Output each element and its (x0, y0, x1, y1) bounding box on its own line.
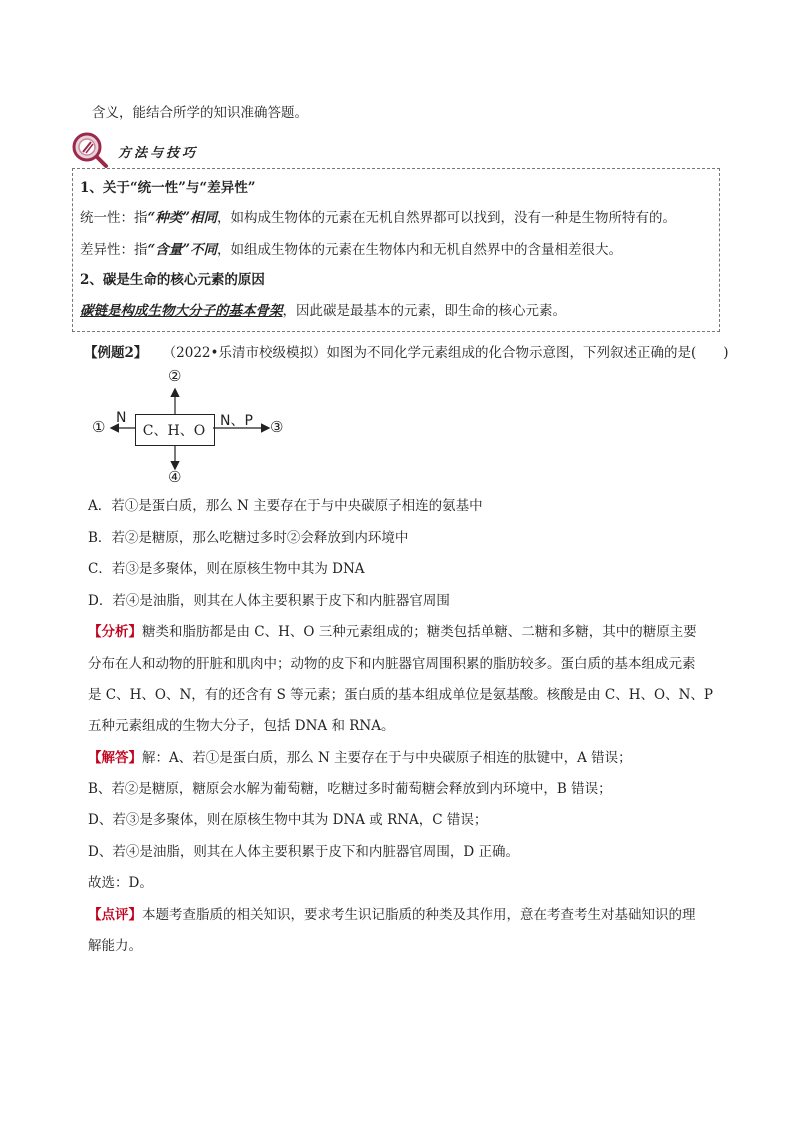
answer-tag: 【解答】 (88, 750, 142, 766)
option-a: A．若①是蛋白质，那么 N 主要存在于与中央碳原子相连的氨基中 (88, 498, 483, 514)
analysis-text-1: 糖类和脂肪都是由 C、H、O 三种元素组成的；糖类包括单糖、二糖和多糖，其中的糖原主要 (142, 624, 697, 640)
diagram-node-4: ④ (168, 468, 182, 486)
point1-title: 1、关于“统一性”与“差异性” (80, 180, 256, 196)
diagram-node-1: ① (92, 418, 106, 436)
comment-text-1: 本题考查脂质的相关知识，要求考生识记脂质的种类及其作用，意在考查考生对基础知识的理 (142, 907, 696, 923)
difference-emphasis: “含量”不同 (147, 242, 218, 258)
comment-tag: 【点评】 (88, 907, 142, 923)
unity-suffix: ，如构成生物体的元素在无机自然界都可以找到，没有一种是生物所特有的。 (217, 210, 677, 226)
diagram-right-label: N、P (220, 413, 253, 429)
intro-line: 含义，能结合所学的知识准确答题。 (92, 105, 308, 121)
example-label: 【例题2】 (84, 345, 148, 361)
diagram-node-2: ② (168, 367, 182, 385)
unity-prefix: 统一性：指 (80, 210, 148, 226)
diagram-node-3: ③ (270, 418, 284, 436)
option-d: D．若④是油脂，则其在人体主要积累于皮下和内脏器官周围 (88, 593, 450, 609)
answer-line-4: D、若④是油脂，则其在人体主要积累于皮下和内脏器官周围，D 正确。 (88, 844, 519, 860)
analysis-line-2: 分布在人和动物的肝脏和肌肉中；动物的皮下和内脏器官周围积累的脂肪较多。蛋白质的基本组成元素 (88, 656, 696, 672)
unity-emphasis: “种类”相同 (147, 210, 218, 226)
comment-line-1 (88, 905, 696, 925)
diagram-left-label: N (116, 410, 127, 426)
carbon-emphasis: 碳链是构成生物大分子的基本骨架 (80, 303, 283, 319)
answer-choice: 故选：D。 (88, 875, 153, 891)
analysis-line-3: 是 C、H、O、N，有的还含有 S 等元素；蛋白质的基本组成单位是氨基酸。核酸是由 C、H、O、N、P (88, 687, 713, 703)
answer-line-3: D、若③是多聚体，则在原核生物中其为 DNA 或 RNA，C 错误； (88, 812, 488, 828)
diagram-center-label: C、H、O (142, 423, 206, 439)
comment-line-2: 解能力。 (88, 938, 142, 954)
difference-prefix: 差异性：指 (80, 242, 148, 258)
analysis-tag: 【分析】 (88, 624, 142, 640)
carbon-suffix: ，因此碳是最基本的元素，即生命的核心元素。 (282, 303, 566, 319)
answer-line-1 (88, 748, 632, 768)
difference-suffix: ，如组成生物体的元素在生物体内和无机自然界中的含量相差很大。 (217, 242, 623, 258)
answer-line-2: B、若②是糖原，糖原会水解为葡萄糖，吃糖过多时葡萄糖会释放到内环境中，B 错误； (88, 781, 612, 797)
analysis-line-1 (88, 622, 697, 642)
method-tips-title: 方法与技巧 (118, 146, 199, 161)
example-stem: （2022•乐清市校级模拟）如图为不同化学元素组成的化合物示意图，下列叙述正确的是( ) (169, 345, 729, 361)
answer-text-1: 解：A、若①是蛋白质，那么 N 主要存在于与中央碳原子相连的肽键中，A 错误； (142, 750, 632, 766)
option-b: B．若②是糖原，那么吃糖过多时②会释放到内环境中 (88, 530, 409, 546)
option-c: C．若③是多聚体，则在原核生物中其为 DNA (88, 561, 365, 577)
point2-title: 2、碳是生命的核心元素的原因 (80, 272, 265, 288)
analysis-line-4: 五种元素组成的生物大分子，包括 DNA 和 RNA。 (88, 718, 395, 734)
